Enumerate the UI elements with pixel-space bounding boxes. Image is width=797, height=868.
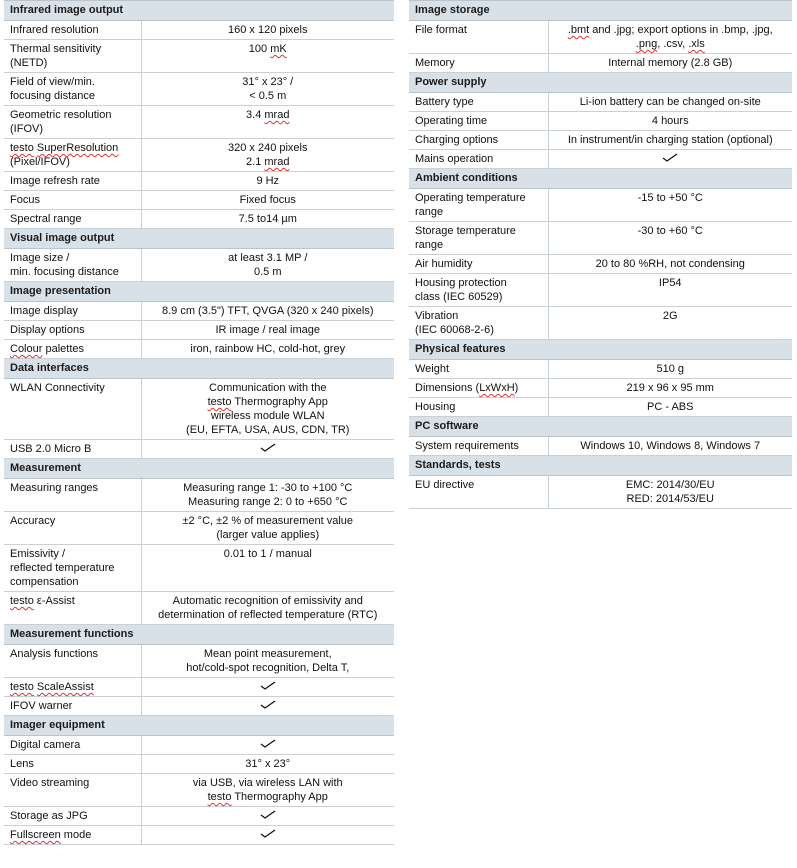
spec-row-video-streaming — [4, 774, 394, 807]
section-title: Ambient conditions — [409, 169, 792, 189]
spec-label: Infrared resolution — [4, 21, 141, 40]
section-title: PC software — [409, 417, 792, 437]
section-header-standards-tests — [409, 456, 792, 476]
spec-label: Video streaming — [4, 774, 141, 807]
spec-value: IP54 — [548, 274, 792, 307]
spec-label: Fullscreen mode — [4, 826, 141, 845]
spec-table — [409, 0, 792, 509]
spec-label: Measuring ranges — [4, 479, 141, 512]
spec-value: iron, rainbow HC, cold-hot, grey — [141, 340, 394, 359]
spec-row-mains-operation — [409, 150, 792, 169]
checkmark-icon — [260, 700, 276, 709]
spec-row-image-size-min-focusing-distance — [4, 249, 394, 282]
spec-row-spectral-range — [4, 210, 394, 229]
spec-value: 9 Hz — [141, 172, 394, 191]
section-title: Infrared image output — [4, 1, 394, 21]
section-title: Standards, tests — [409, 456, 792, 476]
spec-row-dimensions-lxwxh — [409, 379, 792, 398]
spec-label: Weight — [409, 360, 548, 379]
spec-row-thermal-sensitivity-netd — [4, 40, 394, 73]
spec-value: Communication with the testo Thermography App wireless module WLAN (EU, EFTA, USA, AUS, CDN, TR) — [141, 379, 394, 440]
spec-row-housing-protection-class-iec-60529 — [409, 274, 792, 307]
section-header-infrared-image-output — [4, 1, 394, 21]
spec-label: Storage as JPG — [4, 807, 141, 826]
spec-label: Geometric resolution (IFOV) — [4, 106, 141, 139]
spec-value: Li-ion battery can be changed on-site — [548, 93, 792, 112]
spec-label: Storage temperature range — [409, 222, 548, 255]
spec-row-focus — [4, 191, 394, 210]
spec-value: 510 g — [548, 360, 792, 379]
spec-value: EMC: 2014/30/EU RED: 2014/53/EU — [548, 476, 792, 509]
spec-label: Display options — [4, 321, 141, 340]
checkmark-icon — [260, 829, 276, 838]
section-header-measurement — [4, 459, 394, 479]
section-header-image-presentation — [4, 282, 394, 302]
spec-label: Lens — [4, 755, 141, 774]
spec-label: System requirements — [409, 437, 548, 456]
spec-value: 4 hours — [548, 112, 792, 131]
section-title: Imager equipment — [4, 716, 394, 736]
checkmark-icon — [260, 681, 276, 690]
section-title: Power supply — [409, 73, 792, 93]
spec-label: Housing protection class (IEC 60529) — [409, 274, 548, 307]
spec-row-testo-superresolution-pixel-ifov — [4, 139, 394, 172]
spec-row-battery-type — [409, 93, 792, 112]
spec-value: 31° x 23° / < 0.5 m — [141, 73, 394, 106]
spec-row-digital-camera — [4, 736, 394, 755]
spec-value: 2G — [548, 307, 792, 340]
section-title: Image storage — [409, 1, 792, 21]
spec-label: Operating time — [409, 112, 548, 131]
spec-label: Emissivity / reflected temperature compensation — [4, 545, 141, 592]
spec-row-usb-2-0-micro-b — [4, 440, 394, 459]
spec-row-colour-palettes — [4, 340, 394, 359]
spec-row-storage-temperature-range — [409, 222, 792, 255]
spec-label: Air humidity — [409, 255, 548, 274]
section-title: Image presentation — [4, 282, 394, 302]
spec-value: 3.4 mrad — [141, 106, 394, 139]
spec-value — [141, 440, 394, 459]
section-header-visual-image-output — [4, 229, 394, 249]
spec-label: Image refresh rate — [4, 172, 141, 191]
spec-value: Automatic recognition of emissivity and determination of reflected temperature (RTC) — [141, 592, 394, 625]
section-title: Measurement functions — [4, 625, 394, 645]
spec-row-ifov-warner — [4, 697, 394, 716]
spec-label: Image display — [4, 302, 141, 321]
spec-label: testo ε-Assist — [4, 592, 141, 625]
spec-value: ±2 °C, ±2 % of measurement value (larger value applies) — [141, 512, 394, 545]
spec-label: Thermal sensitivity (NETD) — [4, 40, 141, 73]
spec-value: IR image / real image — [141, 321, 394, 340]
spec-label: USB 2.0 Micro B — [4, 440, 141, 459]
spec-row-geometric-resolution-ifov — [4, 106, 394, 139]
spec-value: -30 to +60 °C — [548, 222, 792, 255]
right-spec-column — [409, 0, 792, 509]
spec-label: Accuracy — [4, 512, 141, 545]
spec-row-image-display — [4, 302, 394, 321]
spec-row-testo-assist — [4, 592, 394, 625]
spec-row-fullscreen-mode — [4, 826, 394, 845]
spec-value — [548, 150, 792, 169]
spec-row-housing — [409, 398, 792, 417]
spec-row-storage-as-jpg — [4, 807, 394, 826]
spec-value: PC - ABS — [548, 398, 792, 417]
spec-table — [4, 0, 394, 845]
spec-value: 320 x 240 pixels 2.1 mrad — [141, 139, 394, 172]
spec-label: Image size / min. focusing distance — [4, 249, 141, 282]
left-spec-column — [4, 0, 394, 845]
spec-row-image-refresh-rate — [4, 172, 394, 191]
spec-row-infrared-resolution — [4, 21, 394, 40]
section-header-physical-features — [409, 340, 792, 360]
spec-label: Field of view/min. focusing distance — [4, 73, 141, 106]
spec-value: 160 x 120 pixels — [141, 21, 394, 40]
spec-row-operating-time — [409, 112, 792, 131]
spec-row-lens — [4, 755, 394, 774]
spec-value — [141, 826, 394, 845]
checkmark-icon — [260, 443, 276, 452]
spec-label: Digital camera — [4, 736, 141, 755]
spec-label: WLAN Connectivity — [4, 379, 141, 440]
spec-value: 8.9 cm (3.5") TFT, QVGA (320 x 240 pixels) — [141, 302, 394, 321]
spec-label: Housing — [409, 398, 548, 417]
spec-label: testo SuperResolution (Pixel/IFOV) — [4, 139, 141, 172]
spec-row-weight — [409, 360, 792, 379]
spec-row-field-of-view-min-focusing-distance — [4, 73, 394, 106]
checkmark-icon — [662, 153, 678, 162]
spec-value: via USB, via wireless LAN with testo Thermography App — [141, 774, 394, 807]
spec-label: Operating temperature range — [409, 189, 548, 222]
spec-value: 0.01 to 1 / manual — [141, 545, 394, 592]
spec-label: Dimensions (LxWxH) — [409, 379, 548, 398]
spec-label: Battery type — [409, 93, 548, 112]
spec-value: Mean point measurement, hot/cold-spot recognition, Delta T, — [141, 645, 394, 678]
spec-label: IFOV warner — [4, 697, 141, 716]
spec-value: -15 to +50 °C — [548, 189, 792, 222]
section-title: Physical features — [409, 340, 792, 360]
spec-label: File format — [409, 21, 548, 54]
spec-row-emissivity-reflected-temperature-compensation — [4, 545, 394, 592]
spec-value: In instrument/in charging station (optional) — [548, 131, 792, 150]
spec-row-eu-directive — [409, 476, 792, 509]
spec-label: Focus — [4, 191, 141, 210]
checkmark-icon — [260, 739, 276, 748]
spec-value — [141, 736, 394, 755]
spec-label: Vibration (IEC 60068-2-6) — [409, 307, 548, 340]
section-header-power-supply — [409, 73, 792, 93]
section-header-imager-equipment — [4, 716, 394, 736]
checkmark-icon — [260, 810, 276, 819]
spec-row-file-format — [409, 21, 792, 54]
section-header-ambient-conditions — [409, 169, 792, 189]
section-header-data-interfaces — [4, 359, 394, 379]
spec-value: 7.5 to14 µm — [141, 210, 394, 229]
section-header-pc-software — [409, 417, 792, 437]
spec-row-analysis-functions — [4, 645, 394, 678]
spec-label: Mains operation — [409, 150, 548, 169]
spec-row-accuracy — [4, 512, 394, 545]
spec-row-memory — [409, 54, 792, 73]
spec-value — [141, 697, 394, 716]
spec-row-operating-temperature-range — [409, 189, 792, 222]
spec-label: Analysis functions — [4, 645, 141, 678]
spec-value: Measuring range 1: -30 to +100 °C Measuring range 2: 0 to +650 °C — [141, 479, 394, 512]
spec-value: Internal memory (2.8 GB) — [548, 54, 792, 73]
spec-row-air-humidity — [409, 255, 792, 274]
spec-label: Spectral range — [4, 210, 141, 229]
spec-value: 20 to 80 %RH, not condensing — [548, 255, 792, 274]
spec-row-measuring-ranges — [4, 479, 394, 512]
section-header-measurement-functions — [4, 625, 394, 645]
section-title: Measurement — [4, 459, 394, 479]
spec-row-vibration-iec-60068-2-6 — [409, 307, 792, 340]
spec-label: testo ScaleAssist — [4, 678, 141, 697]
spec-row-display-options — [4, 321, 394, 340]
spec-value: at least 3.1 MP / 0.5 m — [141, 249, 394, 282]
spec-row-charging-options — [409, 131, 792, 150]
spec-label: Colour palettes — [4, 340, 141, 359]
spec-value: 31° x 23° — [141, 755, 394, 774]
spec-row-testo-scaleassist — [4, 678, 394, 697]
spec-value: Windows 10, Windows 8, Windows 7 — [548, 437, 792, 456]
spec-value: 219 x 96 x 95 mm — [548, 379, 792, 398]
spec-value — [141, 807, 394, 826]
spec-label: Charging options — [409, 131, 548, 150]
spec-value: 100 mK — [141, 40, 394, 73]
spec-label: EU directive — [409, 476, 548, 509]
section-title: Data interfaces — [4, 359, 394, 379]
spec-value: .bmt and .jpg; export options in .bmp, .jpg, .png, .csv, .xls — [548, 21, 792, 54]
spec-row-system-requirements — [409, 437, 792, 456]
spec-row-wlan-connectivity — [4, 379, 394, 440]
spec-value: Fixed focus — [141, 191, 394, 210]
spec-value — [141, 678, 394, 697]
spec-label: Memory — [409, 54, 548, 73]
section-header-image-storage — [409, 1, 792, 21]
section-title: Visual image output — [4, 229, 394, 249]
